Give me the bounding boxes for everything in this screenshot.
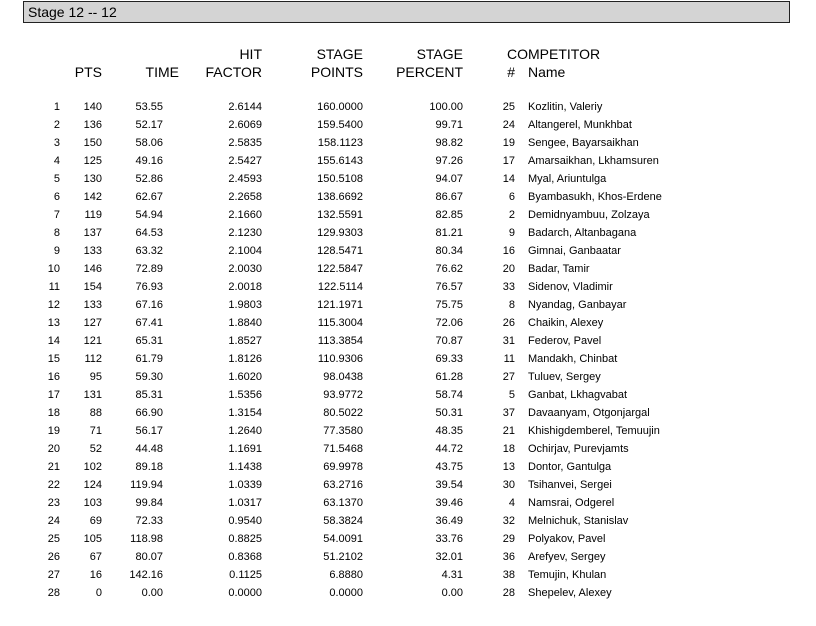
table-row [0, 134, 816, 152]
hit-factor-cell: 2.5427 [228, 155, 262, 167]
place-cell: 10 [47, 263, 60, 275]
stage-percent-cell: 32.01 [435, 551, 463, 563]
competitor-name-cell: Temujin, Khulan [528, 569, 607, 581]
stage-points-cell: 158.1123 [317, 137, 363, 149]
time-cell: 53.55 [135, 101, 163, 113]
hit-factor-cell: 1.1438 [228, 461, 262, 473]
hit-factor-cell: 0.9540 [228, 515, 262, 527]
time-cell: 67.41 [135, 317, 163, 329]
competitor-name-cell: Davaanyam, Otgonjargal [528, 407, 650, 419]
competitor-number-cell: 18 [502, 443, 515, 455]
time-cell: 65.31 [135, 335, 163, 347]
stage-header-bar [23, 1, 790, 23]
time-cell: 89.18 [135, 461, 163, 473]
competitor-number-cell: 17 [502, 155, 515, 167]
pts-cell: 154 [83, 281, 102, 293]
time-cell: 61.79 [135, 353, 163, 365]
place-cell: 4 [53, 155, 60, 167]
hit-factor-cell: 1.1691 [228, 443, 262, 455]
time-cell: 64.53 [135, 227, 163, 239]
pts-cell: 133 [83, 245, 102, 257]
pts-cell: 105 [83, 533, 102, 545]
table-row [0, 440, 816, 458]
stage-points-cell: 98.0438 [323, 371, 363, 383]
pts-cell: 125 [83, 155, 102, 167]
place-cell: 7 [53, 209, 60, 221]
stage-percent-cell: 39.54 [435, 479, 463, 491]
pts-cell: 67 [89, 551, 102, 563]
time-cell: 62.67 [135, 191, 163, 203]
stage-points-cell: 128.5471 [317, 245, 363, 257]
competitor-name-cell: Melnichuk, Stanislav [528, 515, 629, 527]
time-cell: 63.32 [135, 245, 163, 257]
table-row [0, 530, 816, 548]
competitor-name-cell: Khishigdemberel, Temuujin [528, 425, 660, 437]
stage-percent-cell: 98.82 [435, 137, 463, 149]
time-cell: 118.98 [130, 533, 163, 545]
table-row [0, 548, 816, 566]
place-cell: 11 [48, 281, 60, 293]
stage-percent-cell: 4.31 [441, 569, 463, 581]
competitor-name-cell: Kozlitin, Valeriy [528, 101, 603, 113]
competitor-name-cell: Federov, Pavel [528, 335, 602, 347]
table-row [0, 566, 816, 584]
competitor-name-cell: Tuluev, Sergey [528, 371, 601, 383]
hit-factor-cell: 2.6144 [228, 101, 262, 113]
competitor-number-cell: 38 [502, 569, 515, 581]
stage-percent-cell: 81.21 [435, 227, 463, 239]
stage-percent-cell: 33.76 [435, 533, 463, 545]
table-row [0, 512, 816, 530]
competitor-number-cell: 37 [502, 407, 515, 419]
pts-cell: 0 [95, 587, 102, 599]
competitor-name-cell: Ganbat, Lkhagvabat [528, 389, 628, 401]
stage-points-cell: 132.5591 [317, 209, 363, 221]
place-cell: 9 [53, 245, 60, 257]
header-hit-factor: FACTOR [205, 64, 262, 80]
time-cell: 142.16 [129, 569, 163, 581]
pts-cell: 130 [83, 173, 102, 185]
time-cell: 56.17 [135, 425, 163, 437]
table-row [0, 278, 816, 296]
stage-percent-cell: 61.28 [435, 371, 463, 383]
hit-factor-cell: 1.2640 [228, 425, 262, 437]
stage-points-cell: 121.1971 [317, 299, 363, 311]
competitor-number-cell: 30 [502, 479, 515, 491]
pts-cell: 119 [84, 209, 102, 221]
hit-factor-cell: 2.2658 [228, 191, 262, 203]
competitor-number-cell: 36 [502, 551, 515, 563]
pts-cell: 127 [83, 317, 102, 329]
pts-cell: 88 [89, 407, 102, 419]
table-row [0, 350, 816, 368]
stage-percent-cell: 39.46 [435, 497, 463, 509]
place-cell: 3 [53, 137, 60, 149]
header-stage-points: POINTS [310, 64, 363, 80]
stage-percent-cell: 82.85 [435, 209, 463, 221]
place-cell: 23 [47, 497, 60, 509]
place-cell: 15 [47, 353, 60, 365]
competitor-name-cell: Chaikin, Alexey [528, 317, 604, 329]
competitor-number-cell: 16 [502, 245, 515, 257]
stage-points-cell: 110.9306 [317, 353, 363, 365]
place-cell: 16 [47, 371, 60, 383]
stage-title: Stage 12 -- 12 [28, 4, 117, 20]
competitor-name-cell: Shepelev, Alexey [528, 587, 612, 599]
competitor-number-cell: 32 [502, 515, 515, 527]
table-row [0, 188, 816, 206]
stage-percent-cell: 36.49 [435, 515, 463, 527]
time-cell: 49.16 [135, 155, 163, 167]
table-row [0, 404, 816, 422]
stage-points-cell: 122.5847 [317, 263, 363, 275]
hit-factor-cell: 2.1230 [228, 227, 262, 239]
pts-cell: 69 [89, 515, 102, 527]
time-cell: 58.06 [135, 137, 163, 149]
time-cell: 59.30 [135, 371, 163, 383]
competitor-number-cell: 31 [502, 335, 515, 347]
header-pts: PTS [74, 64, 102, 80]
stage-points-cell: 0.0000 [329, 587, 363, 599]
stage-percent-cell: 97.26 [435, 155, 463, 167]
table-row [0, 170, 816, 188]
competitor-name-cell: Myal, Ariuntulga [528, 173, 607, 185]
hit-factor-cell: 0.1125 [229, 569, 262, 581]
stage-points-cell: 69.9978 [323, 461, 363, 473]
competitor-number-cell: 14 [502, 173, 515, 185]
header-hit-line1: HIT [239, 46, 262, 62]
time-cell: 72.33 [135, 515, 163, 527]
stage-percent-cell: 100.00 [429, 101, 463, 113]
hit-factor-cell: 2.1660 [228, 209, 262, 221]
header-stage-points-line1: STAGE [316, 46, 363, 62]
pts-cell: 16 [89, 569, 102, 581]
pts-cell: 150 [83, 137, 102, 149]
table-row [0, 224, 816, 242]
place-cell: 18 [47, 407, 60, 419]
stage-points-cell: 160.0000 [317, 101, 363, 113]
competitor-number-cell: 4 [508, 497, 515, 509]
table-row [0, 422, 816, 440]
table-row [0, 242, 816, 260]
stage-points-cell: 58.3824 [323, 515, 363, 527]
competitor-number-cell: 21 [502, 425, 515, 437]
header-stage-percent: PERCENT [396, 64, 463, 80]
stage-points-cell: 138.6692 [317, 191, 363, 203]
header-number: # [507, 64, 515, 80]
competitor-number-cell: 6 [508, 191, 515, 203]
stage-percent-cell: 44.72 [435, 443, 463, 455]
pts-cell: 142 [83, 191, 102, 203]
stage-points-cell: 63.1370 [323, 497, 363, 509]
hit-factor-cell: 0.0000 [228, 587, 262, 599]
hit-factor-cell: 2.5835 [228, 137, 262, 149]
table-row [0, 260, 816, 278]
place-cell: 12 [47, 299, 60, 311]
pts-cell: 102 [83, 461, 102, 473]
hit-factor-cell: 1.8527 [228, 335, 262, 347]
time-cell: 0.00 [141, 587, 163, 599]
competitor-number-cell: 5 [508, 389, 515, 401]
competitor-number-cell: 25 [502, 101, 515, 113]
pts-cell: 131 [83, 389, 102, 401]
stage-percent-cell: 76.57 [435, 281, 463, 293]
table-row [0, 152, 816, 170]
place-cell: 25 [47, 533, 60, 545]
stage-points-cell: 63.2716 [323, 479, 363, 491]
time-cell: 76.93 [135, 281, 163, 293]
place-cell: 1 [53, 101, 60, 113]
time-cell: 52.86 [135, 173, 163, 185]
stage-points-cell: 129.9303 [317, 227, 363, 239]
pts-cell: 95 [89, 371, 102, 383]
hit-factor-cell: 0.8368 [228, 551, 262, 563]
place-cell: 24 [47, 515, 60, 527]
stage-percent-cell: 70.87 [435, 335, 463, 347]
competitor-name-cell: Sidenov, Vladimir [528, 281, 613, 293]
time-cell: 80.07 [135, 551, 163, 563]
pts-cell: 103 [83, 497, 102, 509]
hit-factor-cell: 1.8126 [228, 353, 262, 365]
competitor-number-cell: 2 [508, 209, 515, 221]
stage-points-cell: 159.5400 [317, 119, 363, 131]
stage-percent-cell: 58.74 [435, 389, 463, 401]
pts-cell: 52 [89, 443, 102, 455]
results-table [0, 98, 816, 602]
hit-factor-cell: 2.0030 [228, 263, 262, 275]
stage-percent-cell: 80.34 [435, 245, 463, 257]
competitor-name-cell: Gimnai, Ganbaatar [528, 245, 621, 257]
stage-points-cell: 155.6143 [317, 155, 363, 167]
table-row [0, 206, 816, 224]
table-row [0, 386, 816, 404]
header-time: TIME [145, 64, 179, 80]
table-row [0, 458, 816, 476]
competitor-number-cell: 13 [502, 461, 515, 473]
competitor-name-cell: Byambasukh, Khos-Erdene [528, 191, 662, 203]
header-name: Name [528, 64, 566, 80]
hit-factor-cell: 1.5356 [228, 389, 262, 401]
hit-factor-cell: 1.0317 [228, 497, 262, 509]
stage-points-cell: 77.3580 [323, 425, 363, 437]
place-cell: 20 [47, 443, 60, 455]
place-cell: 19 [47, 425, 60, 437]
table-row [0, 494, 816, 512]
place-cell: 5 [53, 173, 60, 185]
stage-points-cell: 93.9772 [323, 389, 363, 401]
competitor-name-cell: Mandakh, Chinbat [528, 353, 618, 365]
stage-points-cell: 80.5022 [323, 407, 363, 419]
competitor-name-cell: Ochirjav, Purevjamts [528, 443, 629, 455]
header-competitor: COMPETITOR [507, 46, 601, 62]
competitor-name-cell: Namsrai, Odgerel [528, 497, 615, 509]
competitor-name-cell: Amarsaikhan, Lkhamsuren [528, 155, 659, 167]
place-cell: 2 [53, 119, 60, 131]
stage-points-cell: 115.3004 [317, 317, 363, 329]
stage-percent-cell: 72.06 [435, 317, 463, 329]
stage-percent-cell: 48.35 [435, 425, 463, 437]
stage-percent-cell: 0.00 [441, 587, 463, 599]
stage-points-cell: 150.5108 [317, 173, 363, 185]
table-row [0, 296, 816, 314]
competitor-number-cell: 8 [508, 299, 515, 311]
stage-points-cell: 113.3854 [317, 335, 363, 347]
hit-factor-cell: 0.8825 [228, 533, 262, 545]
pts-cell: 112 [84, 353, 102, 365]
pts-cell: 71 [89, 425, 102, 437]
header-stage-percent-line1: STAGE [416, 46, 463, 62]
place-cell: 21 [47, 461, 60, 473]
competitor-name-cell: Arefyev, Sergey [528, 551, 606, 563]
competitor-name-cell: Badar, Tamir [528, 263, 590, 275]
competitor-number-cell: 19 [502, 137, 515, 149]
time-cell: 72.89 [135, 263, 163, 275]
competitor-name-cell: Badarch, Altanbagana [528, 227, 637, 239]
competitor-name-cell: Polyakov, Pavel [528, 533, 606, 545]
stage-points-cell: 54.0091 [323, 533, 363, 545]
competitor-name-cell: Demidnyambuu, Zolzaya [528, 209, 650, 221]
hit-factor-cell: 1.3154 [228, 407, 262, 419]
time-cell: 85.31 [135, 389, 163, 401]
competitor-number-cell: 27 [502, 371, 515, 383]
place-cell: 14 [47, 335, 60, 347]
table-row [0, 332, 816, 350]
stage-percent-cell: 43.75 [435, 461, 463, 473]
competitor-name-cell: Tsihanvei, Sergei [528, 479, 612, 491]
place-cell: 6 [53, 191, 60, 203]
competitor-number-cell: 11 [503, 353, 515, 365]
competitor-number-cell: 20 [502, 263, 515, 275]
hit-factor-cell: 1.6020 [228, 371, 262, 383]
time-cell: 54.94 [135, 209, 163, 221]
stage-points-cell: 122.5114 [317, 281, 363, 293]
stage-points-cell: 6.8880 [329, 569, 363, 581]
hit-factor-cell: 2.6069 [228, 119, 262, 131]
stage-percent-cell: 50.31 [435, 407, 463, 419]
place-cell: 27 [47, 569, 60, 581]
stage-percent-cell: 69.33 [435, 353, 463, 365]
pts-cell: 133 [83, 299, 102, 311]
pts-cell: 146 [83, 263, 102, 275]
table-row [0, 368, 816, 386]
competitor-number-cell: 26 [502, 317, 515, 329]
competitor-name-cell: Sengee, Bayarsaikhan [528, 137, 639, 149]
time-cell: 99.84 [135, 497, 163, 509]
table-row [0, 584, 816, 602]
hit-factor-cell: 1.8840 [228, 317, 262, 329]
place-cell: 13 [47, 317, 60, 329]
hit-factor-cell: 2.0018 [228, 281, 262, 293]
hit-factor-cell: 2.1004 [228, 245, 262, 257]
competitor-number-cell: 9 [508, 227, 515, 239]
time-cell: 119.94 [130, 479, 163, 491]
place-cell: 8 [53, 227, 60, 239]
stage-points-cell: 71.5468 [323, 443, 363, 455]
table-row [0, 116, 816, 134]
competitor-number-cell: 29 [502, 533, 515, 545]
time-cell: 67.16 [135, 299, 163, 311]
pts-cell: 124 [83, 479, 102, 491]
time-cell: 44.48 [135, 443, 163, 455]
stage-percent-cell: 94.07 [435, 173, 463, 185]
time-cell: 66.90 [135, 407, 163, 419]
hit-factor-cell: 1.0339 [228, 479, 262, 491]
place-cell: 28 [47, 587, 60, 599]
competitor-number-cell: 24 [502, 119, 515, 131]
competitor-number-cell: 33 [502, 281, 515, 293]
place-cell: 22 [47, 479, 60, 491]
pts-cell: 121 [83, 335, 102, 347]
stage-percent-cell: 75.75 [435, 299, 463, 311]
hit-factor-cell: 1.9803 [228, 299, 262, 311]
place-cell: 17 [47, 389, 60, 401]
pts-cell: 140 [83, 101, 102, 113]
time-cell: 52.17 [135, 119, 163, 131]
competitor-name-cell: Altangerel, Munkhbat [528, 119, 632, 131]
competitor-name-cell: Dontor, Gantulga [528, 461, 612, 473]
table-row [0, 98, 816, 116]
hit-factor-cell: 2.4593 [228, 173, 262, 185]
pts-cell: 137 [83, 227, 102, 239]
competitor-number-cell: 28 [502, 587, 515, 599]
table-row [0, 314, 816, 332]
pts-cell: 136 [83, 119, 102, 131]
stage-points-cell: 51.2102 [323, 551, 363, 563]
competitor-name-cell: Nyandag, Ganbayar [528, 299, 627, 311]
stage-percent-cell: 86.67 [435, 191, 463, 203]
stage-percent-cell: 76.62 [435, 263, 463, 275]
stage-percent-cell: 99.71 [435, 119, 463, 131]
place-cell: 26 [47, 551, 60, 563]
table-row [0, 476, 816, 494]
